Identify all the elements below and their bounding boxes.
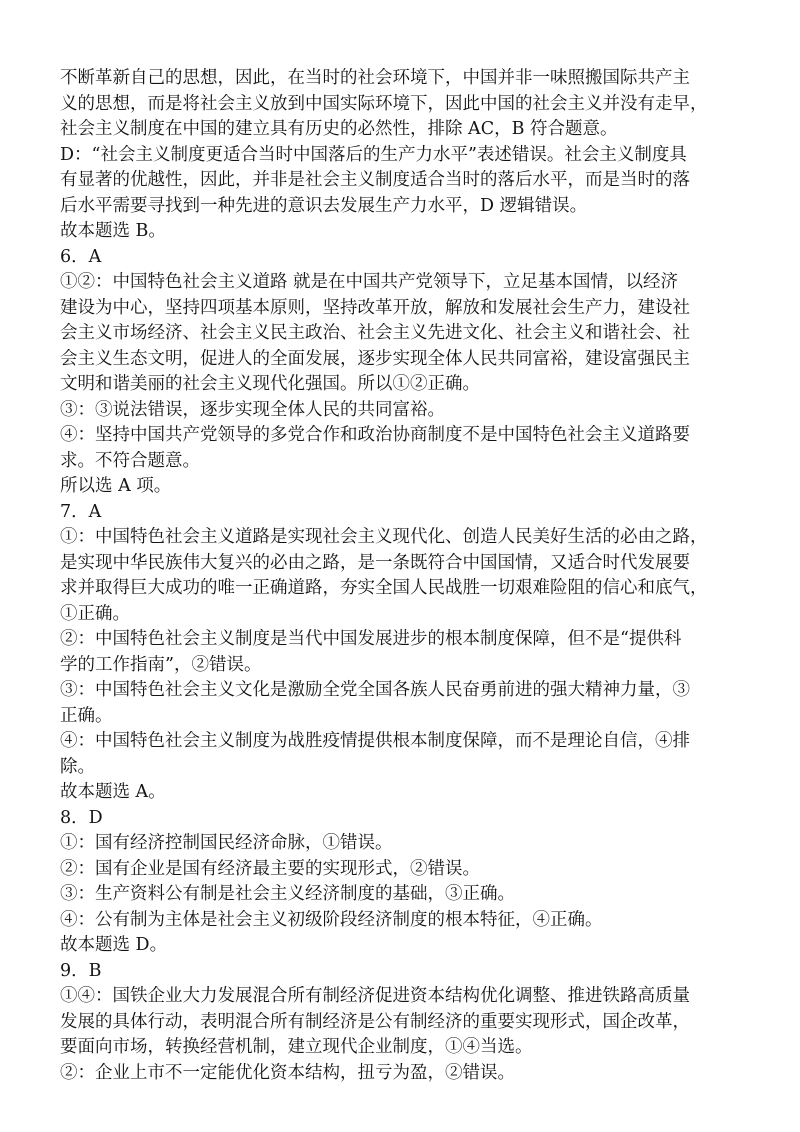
text-line: ③：③说法错误，逐步实现全体人民的共同富裕。 [60,399,445,420]
text-line: ③：生产资料公有制是社会主义经济制度的基础，③正确。 [60,884,515,904]
text-line: ④：公有制为主体是社会主义初级阶段经济制度的根本特征，④正确。 [60,909,603,930]
text-line: 9．B [60,960,102,981]
text-line: 8．D [60,807,103,828]
text-line: 7．A [60,501,102,522]
text-line: 发展的具体行动，表明混合所有制经济是公有制经济的重要实现形式，国企改革， [60,1011,690,1032]
text-line: 求。不符合题意。 [60,450,200,471]
text-line: ①④：国铁企业大力发展混合所有制经济促进资本结构优化调整、推进铁路高质量 [60,986,690,1006]
text-line: ②：中国特色社会主义制度是当代中国发展进步的根本制度保障，但不是“提供科 [60,629,682,649]
text-line: ②：企业上市不一定能优化资本结构，扭亏为盈，②错误。 [60,1062,515,1083]
text-line: 有显著的优越性，因此，并非是社会主义制度适合当时的落后水平，而是当时的落 [60,170,690,190]
text-line: D：“社会主义制度更适合当时中国落后的生产力水平”表述错误。社会主义制度具 [60,144,687,165]
text-line: 文明和谐美丽的社会主义现代化强国。所以①②正确。 [60,374,480,394]
text-line: 是实现中华民族伟大复兴的必由之路，是一条既符合中国国情，又适合时代发展要 [60,552,690,573]
text-line: ①正确。 [60,603,130,624]
text-line: 要面向市场，转换经营机制，建立现代企业制度，①④当选。 [60,1037,533,1057]
text-line: 会主义市场经济、社会主义民主政治、社会主义先进文化、社会主义和谐社会、社 [60,323,690,343]
text-line: 所以选 A 项。 [60,476,172,496]
text-line: ①：中国特色社会主义道路是实现社会主义现代化、创造人民美好生活的必由之路， [60,527,708,547]
text-line: 6．A [60,246,102,267]
text-line: ④：坚持中国共产党领导的多党合作和政治协商制度不是中国特色社会主义道路要 [60,425,690,445]
text-line: 故本题选 D。 [60,935,168,955]
text-line: 求并取得巨大成功的唯一正确道路，夯实全国人民战胜一切艰难险阻的信心和底气， [60,578,708,598]
text-line: ③：中国特色社会主义文化是激励全党全国各族人民奋勇前进的强大精神力量，③ [60,680,690,700]
text-line: ①②：中国特色社会主义道路 就是在中国共产党领导下，立足基本国情，以经济 [60,272,679,292]
text-line: 社会主义制度在中国的建立具有历史的必然性，排除 AC，B 符合题意。 [60,119,618,139]
text-line: 学的工作指南”，②错误。 [60,654,262,675]
text-line: 正确。 [60,705,113,726]
text-line: 义的思想，而是将社会主义放到中国实际环境下，因此中国的社会主义并没有走早， [60,93,708,114]
text-line: 会主义生态文明，促进人的全面发展，逐步实现全体人民共同富裕，建设富强民主 [60,348,690,369]
text-line: ①：国有经济控制国民经济命脉，①错误。 [60,833,393,853]
text-line: 不断革新自己的思想，因此，在当时的社会环境下，中国并非一味照搬国际共产主 [60,68,690,88]
text-line: ②：国有企业是国有经济最主要的实现形式，②错误。 [60,858,480,879]
text-line: 建设为中心，坚持四项基本原则，坚持改革开放，解放和发展社会生产力，建设社 [60,297,690,318]
text-line: 故本题选 B。 [60,221,166,241]
text-line: ④：中国特色社会主义制度为战胜疫情提供根本制度保障，而不是理论自信，④排 [60,731,690,751]
text-line: 除。 [60,756,95,777]
text-line: 故本题选 A。 [60,782,166,802]
text-line: 后水平需要寻找到一种先进的意识去发展生产力水平，D 逻辑错误。 [60,195,588,216]
